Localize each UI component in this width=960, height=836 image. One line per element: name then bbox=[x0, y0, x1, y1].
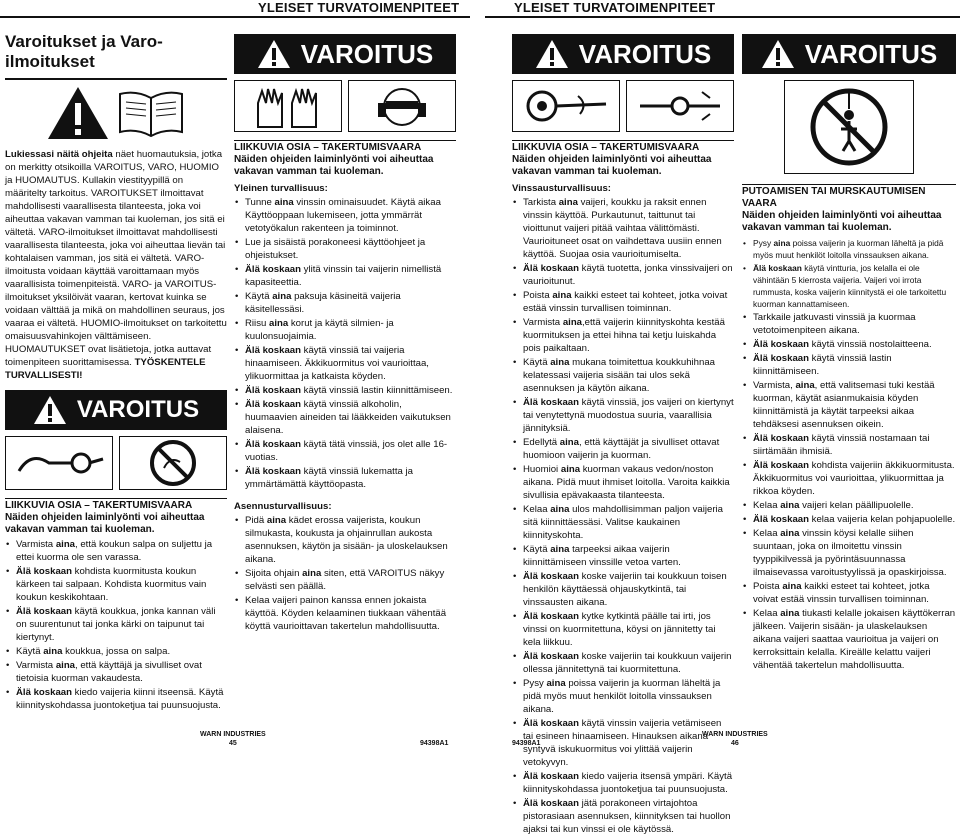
page-header-right: YLEISET TURVATOIMENPITEET bbox=[514, 0, 716, 15]
list-item: • Varmista aina, että käyttäjä ja sivulliset ovat tietoisia kuorman vakaudesta. bbox=[5, 659, 227, 685]
warning-banner-label: VAROITUS bbox=[300, 38, 434, 69]
list-item: • Älä koskaan kelaa vaijeria kelan pohjapuolelle. bbox=[742, 513, 956, 526]
list-item: • Älä koskaan käytä vinssiä lastin kiinnittämiseen. bbox=[234, 384, 456, 397]
footer-right bbox=[702, 730, 768, 748]
bullet-list bbox=[742, 237, 956, 672]
hazard-icons bbox=[5, 436, 227, 490]
list-item: • Älä koskaan kytke kytkintä päälle tai irti, jos vinssi on kuormitettuna, köysi on jännitetty tai kela liikkuu. bbox=[512, 610, 734, 649]
list-item: • Kelaa aina tiukasti kelalle jokaisen käyttökerran jälkeen. Vaijerin sisään- ja ulaskelauksen aikana vaijeri saattaa vaurioitua ja vaijeri on kerroksittain kelalla. Kireälle kelattu vaijeri vähentää takertelun mahdollisuutta. bbox=[742, 607, 956, 672]
section-subtitle: Näiden ohjeiden laiminlyönti voi aiheuttaa vakavan vamman tai kuoleman. bbox=[5, 512, 205, 535]
list-item: • Älä koskaan käytä vinssiä nostamaan tai siirtämään ihmisiä. bbox=[742, 432, 956, 458]
list-item: • Älä koskaan kohdista kuormitusta koukun kärkeen tai salpaan. Kohdista kuormitus vain koukun keskikohtaan. bbox=[5, 565, 227, 604]
winching-safety-heading: Vinssausturvallisuus: bbox=[512, 183, 611, 194]
list-item: • Käytä aina tarpeeksi aikaa vaijerin kiinnittämiseen vinssille vetoa varten. bbox=[512, 543, 734, 569]
list-item: • Älä koskaan käytä vinssin vaijeria vetämiseen tai esineen hinaamiseen. Hinauksen aikana syntyvä iskukuormitus voi ylittää vaijerin vetokyvyn. bbox=[512, 717, 734, 769]
list-item: • Älä koskaan koske vaijeriin tai koukkuun toisen henkilön käyttäessä ohjauskytkintä, tai vinssausten aikana. bbox=[512, 570, 734, 609]
header-rule-right bbox=[485, 16, 960, 18]
eye-ear-protection-icon bbox=[348, 80, 456, 132]
list-item: • Pysy aina poissa vaijerin ja kuorman läheltä ja pidä myös muut henkilöt loitolla vinssauksen aikana. bbox=[512, 677, 734, 716]
hook-rope-hazard-icon bbox=[626, 80, 734, 132]
list-item: • Älä koskaan kiedo vaijeria itsensä ympäri. Käytä kiinnityskohdassa juontoketjua tai puunsuojusta. bbox=[512, 770, 734, 796]
general-safety-list bbox=[234, 196, 456, 491]
hazard-icons bbox=[512, 80, 734, 132]
list-item: • Älä koskaan käytä vinssiä nostolaitteena. bbox=[742, 338, 956, 351]
footer-left bbox=[200, 730, 266, 748]
list-item: • Käytä aina mukana toimitettua koukkuhihnaa kelatessasi vaijeria sisään tai ulos sekä asennuksen ja käytön aikana. bbox=[512, 356, 734, 395]
intro-icons bbox=[5, 84, 227, 142]
list-item: • Älä koskaan käytä vinssiä lukematta ja ymmärtämättä käyttöopasta. bbox=[234, 465, 456, 491]
winch-drum-entanglement-icon bbox=[512, 80, 620, 132]
list-item: • Älä koskaan koske vaijeriin tai koukkuun vaijerin ollessa jännitettynä tai kuormitettuna. bbox=[512, 650, 734, 676]
list-item: • Poista aina kaikki esteet tai kohteet, jotka voivat estää vinssin turvallisen toiminnan. bbox=[742, 580, 956, 606]
section-subtitle: Näiden ohjeiden laiminlyönti voi aiheuttaa vakavan vamman tai kuoleman. bbox=[512, 154, 712, 177]
list-item: • Kelaa vaijeri painon kanssa ennen jokaista käyttöä. Köyden kelaaminen tiukkaan vähentää köyttä vaurioittavan takertelun mahdollisuutta. bbox=[234, 594, 456, 633]
list-item: • Edellytä aina, että käyttäjät ja sivulliset ottavat huomioon vaijerin ja kuorman. bbox=[512, 436, 734, 462]
list-item: • Älä koskaan kohdista vaijeriin äkkikuormitusta. Äkkikuormitus voi vaurioittaa, ylikuormittaa ja rikkoa köyden. bbox=[742, 459, 956, 498]
column-1 bbox=[5, 26, 227, 711]
section-title: LIIKKUVIA OSIA – TAKERTUMISVAARA bbox=[5, 500, 193, 511]
list-item: • Älä koskaan käytä vinssiä alkoholin, huumaavien aineiden tai lääkkeiden vaikutuksen alaisena. bbox=[234, 398, 456, 437]
list-item: • Älä koskaan jätä porakoneen virtajohtoa pistorasiaan asennuksen, kiinnityksen tai huollon ajaksi tai kun vinssi ei ole käytössä. bbox=[512, 797, 734, 836]
ppe-icons bbox=[234, 80, 456, 132]
list-item: • Poista aina kaikki esteet tai kohteet, jotka voivat estää vinssin turvallisen toiminnan. bbox=[512, 289, 734, 315]
footer-code-left: 94398A1 bbox=[420, 740, 449, 747]
warning-banner-label: VAROITUS bbox=[76, 396, 200, 423]
intro-text: Lukiessasi näitä ohjeita näet huomautuksia, jotka on merkitty otsikoilla VAROITUS, VARO, HUOMIO ja HUOMAUTUS. Kullakin viestityypillä on määritelty tarkoitus. VAROITUKSET ilmoittavat mahdollisesti vaarallisesta tilanteesta, joka voi aiheuttaa vakavan vamman tai kuoleman, jos sitä ei vältetä. VARO-ilmoitukset ilmoittavat mahdollisesti vaarallisesta tilanteesta, joka voi aiheuttaa lievän tai kohtalaisen vamman, jos sitä ei vältetä. VARO-ilmoitusta voidaan käyttää varoittamaan myös vaarallisista toimenpiteistä. VARO- ja VAROITUS-ilmoitukset yksilöivät vaaran, kertovat kuinka se voidaan välttää ja mikä on mahdollinen seuraus, jos vaaraa ei vältetä. HUOMIO-ilmoitukset on tarkoitettu omaisuusvahinkojen välttämiseen. HUOMAUTUKSET ovat lisätietoja, jotka auttavat toimenpiteen suorittamisessa. TYÖSKENTELE TURVALLISESTI! bbox=[5, 149, 227, 381]
list-item: • Älä koskaan käytä tuotetta, jonka vinssivaijeri on vaurioitunut. bbox=[512, 262, 734, 288]
warning-banner-label: VAROITUS bbox=[804, 38, 938, 69]
list-item: • Riisu aina korut ja käytä silmien- ja kuulonsuojaimia. bbox=[234, 317, 456, 343]
column-2 bbox=[234, 26, 456, 632]
page-title: Varoitukset ja Varo-ilmoitukset bbox=[5, 32, 163, 71]
warning-banner bbox=[742, 34, 956, 74]
warning-banner-label: VAROITUS bbox=[578, 38, 712, 69]
list-item: • Älä koskaan käytä vintturia, jos kelalla ei ole vähintään 5 kierrosta vaijeria. Vaijeri voi irrota rummusta, koska vaijerin kiinnitystä ei ole tarkoitettu kuorman kannattamiseen. bbox=[742, 262, 956, 310]
general-safety-heading: Yleinen turvallisuus: bbox=[234, 183, 328, 194]
warning-triangle-icon bbox=[761, 39, 795, 69]
list-item: • Älä koskaan ylitä vinssin tai vaijerin nimellistä kapasiteettia. bbox=[234, 263, 456, 289]
no-lifting-person-icon bbox=[784, 80, 914, 174]
list-item: • Tarkkaile jatkuvasti vinssiä ja kuormaa vetotoimenpiteen aikana. bbox=[742, 311, 956, 337]
list-item: • Älä koskaan käytä vinssiä tai vaijeria hinaamiseen. Äkkikuormitus voi vaurioittaa, ylikuormittaa ja katkaista köyden. bbox=[234, 344, 456, 383]
list-item: • Älä koskaan käytä vinssiä lastin kiinnittämiseen. bbox=[742, 352, 956, 378]
install-safety-list bbox=[234, 514, 456, 633]
section-subtitle: Näiden ohjeiden laiminlyönti voi aiheuttaa vakavan vamman tai kuoleman. bbox=[742, 210, 942, 233]
warning-triangle-icon bbox=[535, 39, 569, 69]
list-item: • Sijoita ohjain aina siten, että VAROITUS näkyy selvästi sen päällä. bbox=[234, 567, 456, 593]
list-item: • Käytä aina koukkua, jossa on salpa. bbox=[5, 645, 227, 658]
warning-triangle-icon bbox=[33, 395, 67, 425]
list-item: • Kelaa aina vinssin köysi kelalle siihen suuntaan, joka on ilmoitettu vinssin tyyppikilvessä ja pyörintäsuunnassa ilmaisevassa varoitustyylissä ja opaskirjoissa. bbox=[742, 527, 956, 579]
list-item: • Pysy aina poissa vaijerin ja kuorman läheltä ja pidä myös muut henkilöt loitolla vinssauksen aikana. bbox=[742, 237, 956, 261]
bullet-list bbox=[5, 538, 227, 712]
footer-brand: WARN INDUSTRIES bbox=[200, 731, 266, 738]
list-item: • Huomioi aina kuorman vakaus vedon/noston aikana. Pidä muut ihmiset loitolla. Varoita kaikkia sivullisia epävakaasta tilanteesta. bbox=[512, 463, 734, 502]
page-number-right: 46 bbox=[730, 740, 739, 747]
hook-hand-icon bbox=[5, 436, 113, 490]
list-item: • Varmista aina, että koukun salpa on suljettu ja ettei kuorma ole sen varassa. bbox=[5, 538, 227, 564]
list-item: • Älä koskaan kiedo vaijeria kiinni itseensä. Käytä kiinnityskohdassa juontoketjua tai puunsuojusta. bbox=[5, 686, 227, 712]
list-item: • Tunne aina vinssin ominaisuudet. Käytä aikaa Käyttöoppaan lukemiseen, jotta ymmärrät vetotyökalun rakenteen ja toiminnot. bbox=[234, 196, 456, 235]
no-hand-on-hook-icon bbox=[119, 436, 227, 490]
open-manual-icon bbox=[116, 88, 186, 138]
section-title: LIIKKUVIA OSIA – TAKERTUMISVAARA bbox=[234, 142, 422, 153]
warning-banner bbox=[234, 34, 456, 74]
list-item: • Pidä aina kädet erossa vaijerista, koukun silmukasta, koukusta ja ohjainrullan aukosta asennuksen, käytön ja sisään- ja uloskelauksen aikana. bbox=[234, 514, 456, 566]
warning-banner bbox=[5, 390, 227, 430]
list-item: • Varmista, aina, että valitsemasi tuki kestää kuorman, käytät asianmukaisia köyden kiinnittämistä ja käytät tarpeeksi aikaa tehdäksesi asennuksen oikein. bbox=[742, 379, 956, 431]
page-number-left: 45 bbox=[228, 740, 237, 747]
section-title: PUTOAMISEN TAI MURSKAUTUMISEN VAARA bbox=[742, 186, 926, 209]
list-item: • Älä koskaan käytä tätä vinssiä, jos olet alle 16-vuotias. bbox=[234, 438, 456, 464]
list-item: • Kelaa aina ulos mahdollisimman paljon vaijeria sitä kiinnittäessäsi. Valitse kaukainen kiinnityskohta. bbox=[512, 503, 734, 542]
list-item: • Käytä aina paksuja käsineitä vaijeria käsitellessäsi. bbox=[234, 290, 456, 316]
column-4 bbox=[742, 26, 956, 671]
winching-safety-list bbox=[512, 196, 734, 836]
section-subtitle: Näiden ohjeiden laiminlyönti voi aiheuttaa vakavan vamman tai kuoleman. bbox=[234, 154, 434, 177]
list-item: • Varmista aina,että vaijerin kiinnityskohta kestää kuormituksen ja ettei hihna tai ketju luiskahda pois paikaltaan. bbox=[512, 316, 734, 355]
warning-triangle-icon bbox=[46, 85, 110, 141]
gloves-icon bbox=[234, 80, 342, 132]
list-item: • Tarkista aina vaijeri, koukku ja raksit ennen vinssin käyttöä. Purkautunut, taittunut tai vioittunut vaijeri pitää vaihtaa välittömästi. Vaurioituneet osat on vaihdettava uusiin ennen käyttöä. Suojaa osia vaurioitumiselta. bbox=[512, 196, 734, 261]
install-safety-heading: Asennusturvallisuus: bbox=[234, 501, 332, 512]
warning-banner bbox=[512, 34, 734, 74]
list-item: • Lue ja sisäistä porakoneesi käyttöohjeet ja ohjeistukset. bbox=[234, 236, 456, 262]
footer-brand: WARN INDUSTRIES bbox=[702, 731, 768, 738]
header-rule-left bbox=[0, 16, 470, 18]
list-item: • Kelaa aina vaijeri kelan päällipuolelle. bbox=[742, 499, 956, 512]
hazard-icons bbox=[742, 80, 956, 174]
section-title: LIIKKUVIA OSIA – TAKERTUMISVAARA bbox=[512, 142, 700, 153]
list-item: • Älä koskaan käytä vinssiä, jos vaijeri on kiertynyt tai venytettynä muodostua suuria, vaarallisia jännityksiä. bbox=[512, 396, 734, 435]
list-item: • Älä koskaan käytä koukkua, jonka kannan väli on suurentunut tai jonka kärki on taipunut tai kiertynyt. bbox=[5, 605, 227, 644]
footer-code-right: 94398A1 bbox=[512, 740, 541, 747]
page-header-left: YLEISET TURVATOIMENPITEET bbox=[258, 0, 460, 15]
warning-triangle-icon bbox=[257, 39, 291, 69]
